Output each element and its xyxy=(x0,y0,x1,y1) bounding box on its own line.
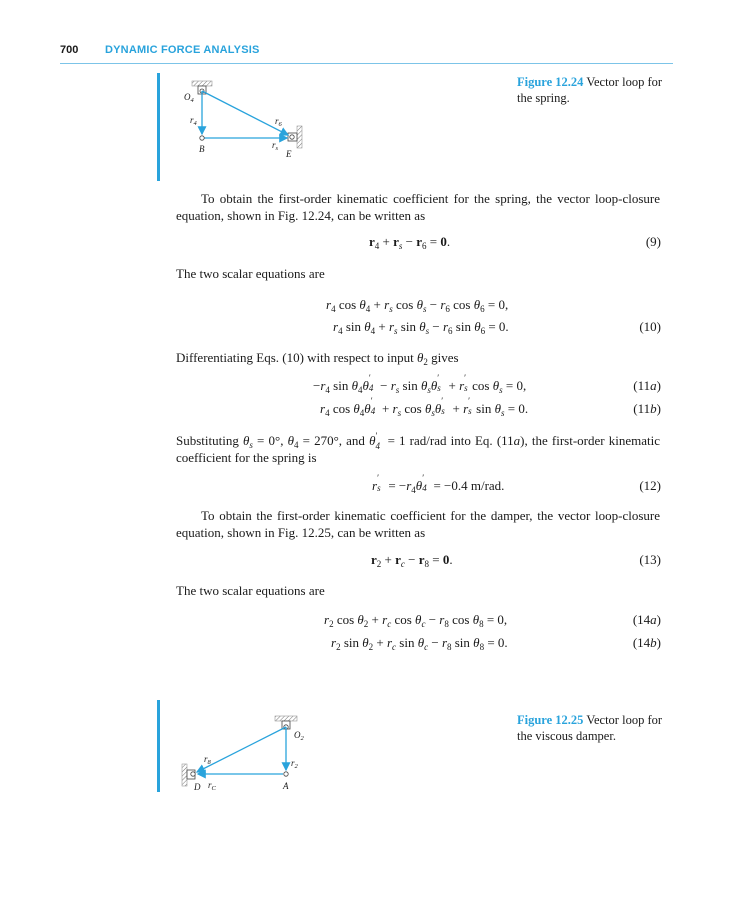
page-header xyxy=(60,43,673,64)
running-head: DYNAMIC FORCE ANALYSIS xyxy=(105,44,260,56)
figure-12-24-caption xyxy=(517,74,677,106)
paragraph: The two scalar equations are xyxy=(176,583,325,598)
ground-hatch xyxy=(182,764,187,786)
paragraph: The two scalar equations are xyxy=(176,266,325,281)
equation-number: (10) xyxy=(639,319,661,334)
label-r6: $r_6$ xyxy=(275,116,282,128)
equation-14a: $r_2$ $\cos \theta_2 + r_c$ $\cos \theta_c - r_8$ $\cos \theta_8 = 0$, xyxy=(324,612,508,629)
paragraph: To obtain the first-order kinematic coefficient for the spring, the vector loop-closure equation, shown in Fig. 12.24, can be written as xyxy=(176,191,660,223)
label-e: E xyxy=(286,149,292,159)
pivot-e xyxy=(290,135,294,139)
label-r2: $r_2$ xyxy=(291,758,298,770)
equation-number: (11a) xyxy=(633,378,661,393)
label-d: D xyxy=(194,782,201,792)
equation-12: r ′ s = $-r_4\theta$ ′ 4 = −0.4 m/rad. xyxy=(372,473,505,495)
label-r8: $r_8$ xyxy=(204,754,211,766)
label-a: A xyxy=(283,781,289,791)
label-o4: $O_4$ xyxy=(184,92,194,104)
figure-label: Figure 12.25 xyxy=(517,713,584,727)
equation-number: (11b) xyxy=(633,401,661,416)
figure-12-24-diagram xyxy=(180,78,320,163)
label-rs: $r_s$ xyxy=(272,140,279,152)
paragraph: To obtain the first-order kinematic coefficient for the damper, the vector loop-closure equation, shown in Fig. 12.25, can be written as xyxy=(176,508,660,540)
equation-number: (12) xyxy=(639,478,661,493)
pin-a xyxy=(284,772,288,776)
label-r4: $r_4$ xyxy=(190,115,197,127)
label-rc: $r_C$ xyxy=(208,780,216,792)
equation-9: $r_4 + r_s - r_6 = 0$. xyxy=(369,234,451,251)
equation-number: (14b) xyxy=(632,635,661,650)
ground-hatch xyxy=(192,81,212,86)
ground-hatch xyxy=(275,716,297,721)
equation-10b: $r_4$ $\sin \theta_4 + r_s$ $\sin \theta_s - r_6$ $\sin \theta_6 = 0$. xyxy=(333,319,509,336)
ground-hatch xyxy=(297,126,302,148)
figure-margin-bar xyxy=(157,700,160,792)
equation-number: (13) xyxy=(639,552,661,567)
equation-14b: $r_2$ $\sin \theta_2 + r_c$ $\sin \theta_c - r_8$ $\sin \theta_8 = 0$. xyxy=(331,635,508,652)
equation-11b: $r_4$ $\cos \theta_4\theta$ ′ 4 + $r_s$ $\cos \theta_s\theta$ ′ s + r ′ s $\sin \theta_s = 0$. xyxy=(320,396,529,418)
label-b: B xyxy=(199,144,205,154)
pivot-d xyxy=(191,772,195,776)
pin-b xyxy=(200,136,204,140)
caption-text: Vector loop for the viscous damper. xyxy=(517,713,663,743)
equation-number: (14a) xyxy=(632,612,661,627)
equation-13: $r_2 + r_c - r_8 = 0$. xyxy=(371,552,453,569)
equation-number: (9) xyxy=(645,234,661,249)
equation-10a: $r_4$ $\cos \theta_4 + r_s$ $\cos \theta_s - r_6$ $\cos \theta_6 = 0$, xyxy=(326,297,509,314)
figure-12-25-diagram xyxy=(178,712,308,796)
caption-text: Vector loop for the spring. xyxy=(517,75,663,105)
figure-12-25-caption xyxy=(517,712,677,744)
equation-11a: $-r_4$ $\sin \theta_4\theta$ ′ 4 − $r_s$ $\sin \theta_s\theta$ ′ s + r ′ s $\cos \theta_s = 0$, xyxy=(313,373,527,395)
paragraph: Substituting $\theta_s = 0^\circ$, $\theta_4 = 270^\circ$, and θ ′ 4 = 1 rad/rad into Eq. (11a), the first-order kinematic coefficient for the spring is xyxy=(176,431,660,465)
page-number: 700 xyxy=(60,44,79,56)
label-o2: $O_2$ xyxy=(294,730,304,742)
figure-label: Figure 12.24 xyxy=(517,75,584,89)
paragraph: Differentiating Eqs. (10) with respect to input $\theta_2$ gives xyxy=(176,350,459,367)
figure-margin-bar xyxy=(157,73,160,181)
vector-r6 xyxy=(202,91,288,135)
